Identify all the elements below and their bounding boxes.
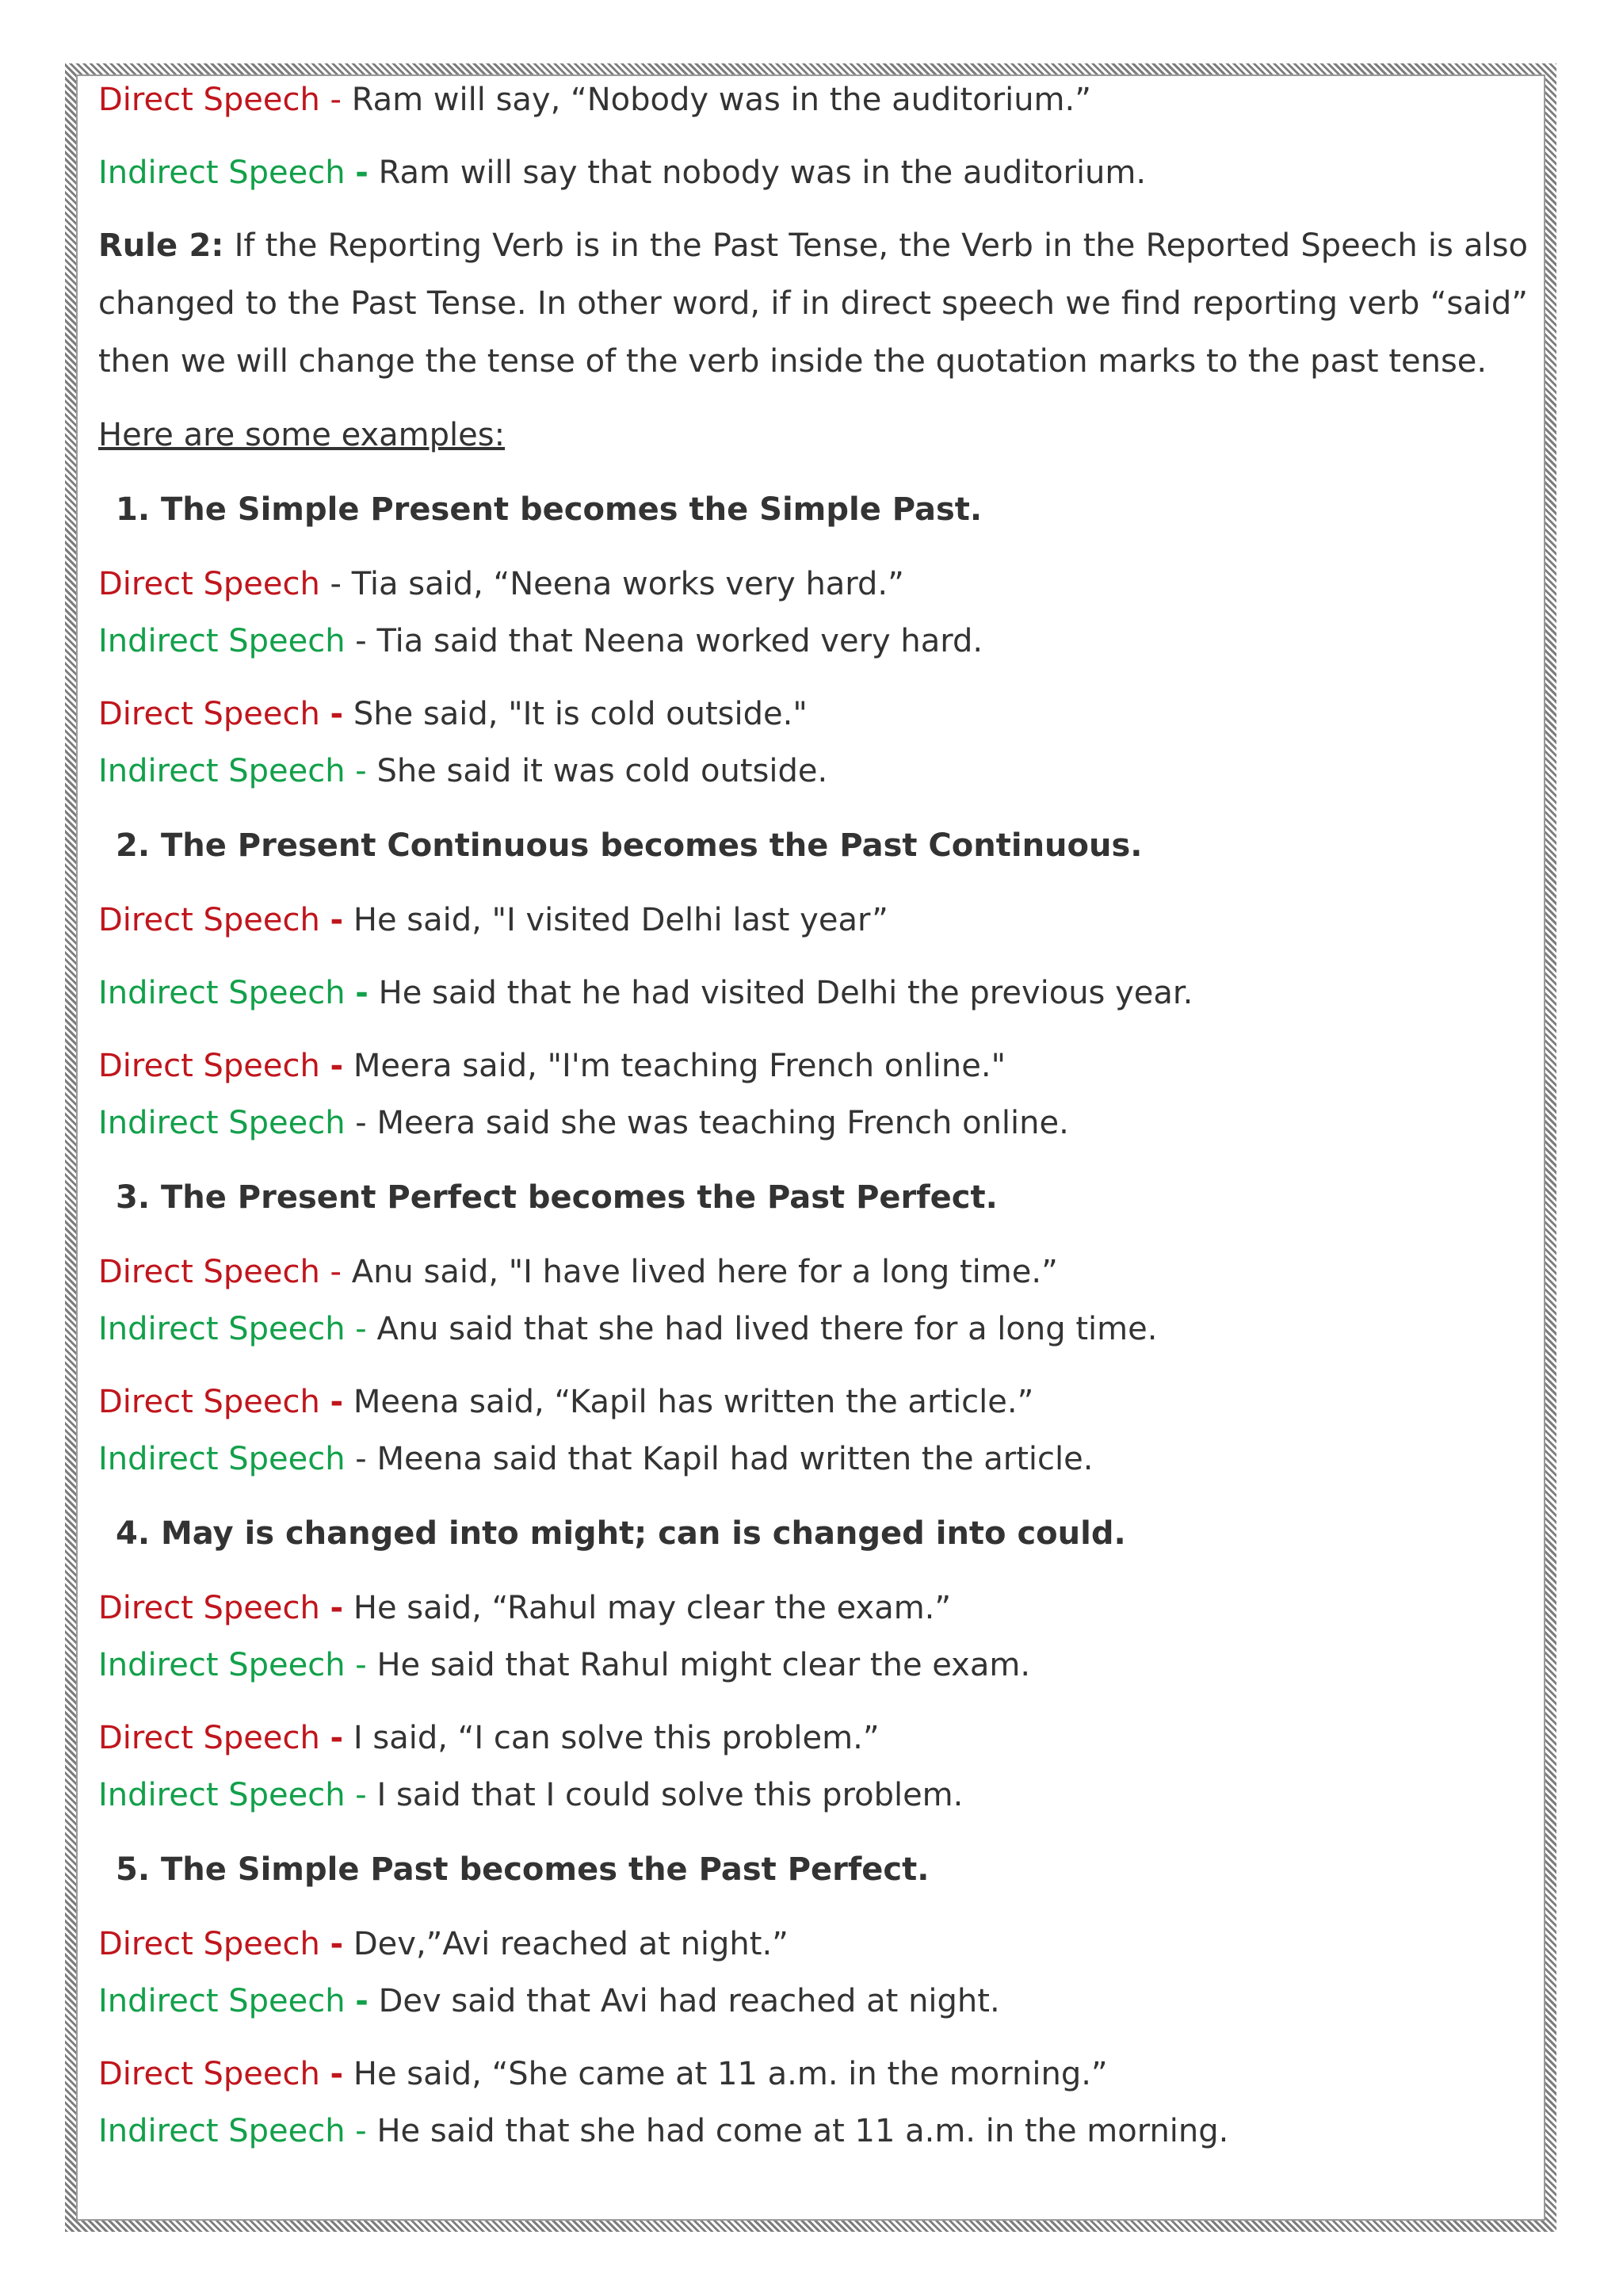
indirect-speech-label: Indirect Speech <box>98 155 346 191</box>
direct-speech-label: Direct Speech <box>98 1926 320 1962</box>
indirect-speech-label: Indirect Speech <box>98 1441 346 1477</box>
section-heading: 1. The Simple Present becomes the Simple Past. <box>116 491 983 528</box>
direct-line <box>98 1580 1528 1637</box>
indirect-line <box>98 743 1528 800</box>
direct-speech-label: Direct Speech <box>98 82 320 118</box>
section-heading: 4. May is changed into might; can is changed into could. <box>116 1515 1126 1552</box>
direct-speech-text: He said, “She came at 11 a.m. in the morning.” <box>353 2056 1108 2092</box>
direct-speech-label: Direct Speech <box>98 902 320 938</box>
indirect-speech-text: Anu said that she had lived there for a long time. <box>376 1311 1158 1347</box>
dash: - <box>330 902 344 938</box>
indirect-speech-text: Tia said that Neena worked very hard. <box>376 623 983 659</box>
rule-text: If the Reporting Verb is in the Past Tense, the Verb in the Reported Speech is also changed to the Past Tense. In other word, if in direct speech we find reporting verb “said” then we will change the tense of the verb inside the quotation marks to the past tense. <box>98 227 1529 380</box>
indirect-speech-label: Indirect Speech <box>98 1311 346 1347</box>
direct-line <box>98 1710 1528 1767</box>
indirect-line <box>98 1637 1528 1694</box>
indirect-speech-text: He said that she had come at 11 a.m. in the morning. <box>376 2113 1229 2149</box>
section-heading: 2. The Present Continuous becomes the Past Continuous. <box>116 827 1143 864</box>
dash: - <box>355 1441 367 1477</box>
examples-heading: Here are some examples: <box>98 417 506 453</box>
indirect-speech-text: I said that I could solve this problem. <box>376 1777 964 1813</box>
dash: - <box>330 1254 342 1290</box>
direct-speech-label: Direct Speech <box>98 566 320 602</box>
indirect-line <box>98 1431 1528 1488</box>
indirect-speech-label: Indirect Speech <box>98 1777 346 1813</box>
direct-speech-text: Ram will say, “Nobody was in the auditorium.” <box>351 82 1091 118</box>
indirect-speech-label: Indirect Speech <box>98 753 346 789</box>
dash: - <box>330 566 342 602</box>
dash: - <box>330 1720 344 1756</box>
dash: - <box>355 1105 367 1141</box>
indirect-speech-label: Indirect Speech <box>98 975 346 1011</box>
direct-line <box>98 892 1528 949</box>
dash: - <box>330 1048 344 1084</box>
dash: - <box>355 1983 369 2019</box>
indirect-line <box>98 1973 1528 2030</box>
dash: - <box>330 1590 344 1626</box>
indirect-speech-text: Meera said she was teaching French online. <box>376 1105 1069 1141</box>
direct-speech-label: Direct Speech <box>98 1384 320 1420</box>
indirect-speech-label: Indirect Speech <box>98 1983 346 2019</box>
indirect-line <box>98 1095 1528 1152</box>
direct-speech-label: Direct Speech <box>98 1590 320 1626</box>
direct-speech-text: She said, "It is cold outside." <box>353 696 808 732</box>
indirect-speech-text: Ram will say that nobody was in the auditorium. <box>378 155 1147 191</box>
direct-line <box>98 556 1528 613</box>
indirect-line <box>98 2103 1528 2160</box>
indirect-line <box>98 965 1528 1022</box>
document-body <box>98 71 1528 2160</box>
dash: - <box>355 753 367 789</box>
indirect-speech-text: He said that Rahul might clear the exam. <box>376 1647 1031 1683</box>
dash: - <box>330 1926 344 1962</box>
direct-speech-text: I said, “I can solve this problem.” <box>353 1720 880 1756</box>
direct-speech-label: Direct Speech <box>98 1254 320 1290</box>
dash: - <box>355 1311 367 1347</box>
indirect-speech-label: Indirect Speech <box>98 1105 346 1141</box>
dash: - <box>355 1777 367 1813</box>
dash: - <box>330 2056 344 2092</box>
indirect-speech-text: Dev said that Avi had reached at night. <box>378 1983 1000 2019</box>
dash: - <box>355 155 369 191</box>
direct-speech-label: Direct Speech <box>98 696 320 732</box>
section-heading: 5. The Simple Past becomes the Past Perfect. <box>116 1851 930 1888</box>
dash: - <box>330 696 344 732</box>
direct-line <box>98 1244 1528 1301</box>
indirect-speech-label: Indirect Speech <box>98 2113 346 2149</box>
rule-label: Rule 2: <box>98 227 224 264</box>
intro-direct-line <box>98 71 1528 128</box>
direct-line <box>98 1373 1528 1431</box>
dash: - <box>330 1384 344 1420</box>
direct-speech-text: Dev,”Avi reached at night.” <box>353 1926 789 1962</box>
direct-speech-text: Meera said, "I'm teaching French online." <box>353 1048 1006 1084</box>
rule-2-paragraph <box>98 217 1528 391</box>
dash: - <box>355 2113 367 2149</box>
section-heading: 3. The Present Perfect becomes the Past Perfect. <box>116 1179 998 1216</box>
direct-line <box>98 1037 1528 1095</box>
direct-speech-text: Anu said, "I have lived here for a long time.” <box>351 1254 1058 1290</box>
direct-speech-label: Direct Speech <box>98 2056 320 2092</box>
dash: - <box>355 623 367 659</box>
examples-heading-line <box>98 407 1528 464</box>
direct-speech-text: Tia said, “Neena works very hard.” <box>351 566 904 602</box>
indirect-line <box>98 1301 1528 1358</box>
direct-speech-text: Meena said, “Kapil has written the article.” <box>353 1384 1034 1420</box>
indirect-speech-text: He said that he had visited Delhi the previous year. <box>378 975 1193 1011</box>
indirect-speech-label: Indirect Speech <box>98 1647 346 1683</box>
direct-line <box>98 1916 1528 1973</box>
indirect-speech-text: She said it was cold outside. <box>376 753 828 789</box>
dash: - <box>355 1647 367 1683</box>
dash: - <box>330 82 342 118</box>
intro-indirect-line <box>98 144 1528 201</box>
direct-speech-label: Direct Speech <box>98 1048 320 1084</box>
dash: - <box>355 975 369 1011</box>
indirect-line <box>98 613 1528 670</box>
indirect-speech-label: Indirect Speech <box>98 623 346 659</box>
direct-line <box>98 686 1528 743</box>
indirect-line <box>98 1767 1528 1824</box>
direct-speech-text: He said, “Rahul may clear the exam.” <box>353 1590 952 1626</box>
direct-line <box>98 2046 1528 2103</box>
direct-speech-label: Direct Speech <box>98 1720 320 1756</box>
indirect-speech-text: Meena said that Kapil had written the article. <box>376 1441 1094 1477</box>
direct-speech-text: He said, "I visited Delhi last year” <box>353 902 888 938</box>
